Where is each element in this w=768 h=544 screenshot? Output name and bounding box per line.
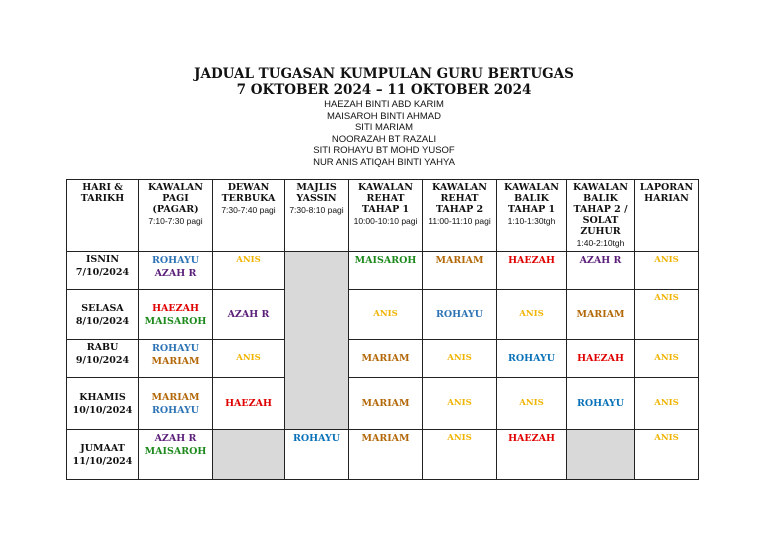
- teacher-name: HAEZAH: [508, 433, 555, 444]
- duty-cell: [423, 252, 497, 290]
- teacher-name: ROHAYU: [151, 255, 200, 266]
- duty-cell: [139, 252, 213, 290]
- column-header-laporan-harian: [635, 180, 699, 252]
- duty-cell: [635, 378, 699, 430]
- teacher-name: MARIAM: [151, 391, 200, 403]
- teacher-name: ANIS: [447, 433, 472, 443]
- duty-cell: [497, 378, 567, 430]
- day-date: 7/10/2024: [75, 267, 130, 278]
- day-cell: [67, 378, 139, 430]
- member-name: SITI ROHAYU BT MOHD YUSOF: [313, 145, 455, 157]
- day-date: 9/10/2024: [75, 355, 130, 366]
- header-line: TAHAP 1: [507, 204, 556, 215]
- teacher-name: ANIS: [373, 309, 398, 319]
- teacher-name: HAEZAH: [152, 302, 199, 314]
- member-name: NOORAZAH BT RAZALI: [331, 133, 437, 145]
- header-line: ZUHUR: [580, 226, 621, 237]
- table-row: [67, 430, 699, 480]
- header-line: LAPORAN: [639, 182, 694, 193]
- teacher-name: ROHAYU: [507, 353, 556, 364]
- duty-cell: [349, 430, 423, 480]
- day-date: 11/10/2024: [72, 455, 133, 467]
- duty-cell: [213, 378, 285, 430]
- page-title: JADUAL TUGASAN KUMPULAN GURU BERTUGAS: [194, 66, 574, 82]
- header-line: HARIAN: [644, 193, 689, 204]
- header-line: BALIK: [583, 193, 618, 204]
- duty-cell: [349, 290, 423, 340]
- duty-cell: [497, 252, 567, 290]
- header-line: KAWALAN: [148, 182, 203, 193]
- header-time: 7:30-7:40 pagi: [221, 205, 276, 215]
- duty-cell: [139, 430, 213, 480]
- header-line: DEWAN: [227, 182, 270, 193]
- teacher-name: ANIS: [654, 255, 679, 265]
- teacher-name: ANIS: [447, 353, 472, 363]
- header-line: TAHAP 1: [361, 204, 410, 215]
- teacher-name: ANIS: [447, 398, 472, 408]
- header-line: PAGI: [162, 193, 189, 204]
- header-line: KAWALAN: [573, 182, 628, 193]
- header-line: MAJLIS: [296, 182, 337, 193]
- teacher-name: ROHAYU: [576, 398, 625, 409]
- day-cell: [67, 252, 139, 290]
- column-header-dewan-terbuka: [213, 180, 285, 252]
- duty-cell: [567, 252, 635, 290]
- teacher-name: ANIS: [654, 293, 679, 303]
- duty-cell: [139, 378, 213, 430]
- teacher-name: ROHAYU: [435, 309, 484, 320]
- teacher-name: ANIS: [654, 398, 679, 408]
- duty-cell: [349, 378, 423, 430]
- header-time: 1:10-1:30tgh: [507, 216, 556, 226]
- duty-cell: [567, 340, 635, 378]
- teacher-name: MARIAM: [361, 433, 410, 444]
- column-header-kawalan-rehat-tahap-2: [423, 180, 497, 252]
- header-line: BALIK: [514, 193, 549, 204]
- duty-cell: [423, 290, 497, 340]
- column-header-kawalan-balik-tahap-1: [497, 180, 567, 252]
- header-line: TAHAP 2: [435, 204, 484, 215]
- day-date: 10/10/2024: [72, 404, 133, 416]
- duty-cell: [213, 340, 285, 378]
- teacher-name: MARIAM: [435, 255, 484, 266]
- header-line: SOLAT: [582, 215, 619, 226]
- member-name: MAISAROH BINTI AHMAD: [326, 110, 441, 122]
- column-header-hari-tarikh: [67, 180, 139, 252]
- duty-cell: [567, 378, 635, 430]
- header-line: HARI &: [82, 182, 123, 193]
- day-name: ISNIN: [85, 254, 120, 265]
- duty-cell: [635, 252, 699, 290]
- duty-cell: [349, 340, 423, 378]
- duty-cell: [497, 340, 567, 378]
- column-header-kawalan-rehat-tahap-1: [349, 180, 423, 252]
- teacher-name: AZAH R: [227, 309, 270, 320]
- empty-shaded-cell: [567, 430, 635, 480]
- member-name: NUR ANIS ATIQAH BINTI YAHYA: [313, 156, 455, 168]
- day-name: KHAMIS: [79, 391, 126, 403]
- day-name: SELASA: [81, 302, 124, 314]
- duty-cell: [567, 290, 635, 340]
- duty-cell: [423, 430, 497, 480]
- header-line: KAWALAN: [358, 182, 413, 193]
- column-header-kawalan-balik-tahap-2-solat-zuhur: [567, 180, 635, 252]
- header-line: YASSIN: [296, 193, 337, 204]
- day-name: JUMAAT: [80, 442, 125, 454]
- teacher-name: ROHAYU: [151, 343, 200, 354]
- header-line: KAWALAN: [504, 182, 559, 193]
- header-line: REHAT: [440, 193, 479, 204]
- table-row: [67, 378, 699, 430]
- column-header-kawalan-pagi-pagar: [139, 180, 213, 252]
- teacher-name: ANIS: [519, 398, 544, 408]
- duty-cell: [423, 340, 497, 378]
- duty-schedule-table: [66, 179, 699, 480]
- teacher-name: MAISAROH: [144, 315, 207, 327]
- header-time: 7:10-7:30 pagi: [148, 216, 203, 226]
- table-row: [67, 252, 699, 290]
- day-date: 8/10/2024: [75, 315, 130, 327]
- teacher-name: ANIS: [519, 309, 544, 319]
- header-time: 1:40-2:10tgh: [576, 238, 625, 248]
- member-list: [0, 99, 768, 169]
- day-cell: [67, 290, 139, 340]
- empty-shaded-cell: [285, 252, 349, 430]
- duty-cell: [349, 252, 423, 290]
- day-cell: [67, 430, 139, 480]
- header-line: TARIKH: [80, 193, 125, 204]
- member-name: SITI MARIAM: [354, 122, 414, 134]
- teacher-name: HAEZAH: [225, 398, 272, 409]
- header-line: TERBUKA: [221, 193, 276, 204]
- teacher-name: MAISAROH: [144, 446, 207, 457]
- table-row: [67, 340, 699, 378]
- duty-cell: [497, 430, 567, 480]
- teacher-name: ANIS: [654, 353, 679, 363]
- teacher-name: ROHAYU: [292, 433, 341, 444]
- duty-cell: [423, 378, 497, 430]
- header-time: 7:30-8:10 pagi: [289, 205, 344, 215]
- table-row: [67, 290, 699, 340]
- duty-cell: [497, 290, 567, 340]
- duty-cell: [139, 290, 213, 340]
- teacher-name: AZAH R: [154, 268, 197, 279]
- duty-cell: [139, 340, 213, 378]
- header-line: TAHAP 2 /: [573, 204, 628, 215]
- teacher-name: MARIAM: [151, 356, 200, 367]
- member-name: HAEZAH BINTI ABD KARIM: [324, 99, 444, 110]
- teacher-name: AZAH R: [579, 255, 622, 266]
- duty-cell: [635, 430, 699, 480]
- teacher-name: MARIAM: [361, 353, 410, 364]
- header-line: (PAGAR): [152, 204, 199, 215]
- teacher-name: MAISAROH: [354, 255, 417, 266]
- header-line: KAWALAN: [432, 182, 487, 193]
- duty-cell: [635, 290, 699, 340]
- duty-cell: [213, 252, 285, 290]
- header-line: REHAT: [366, 193, 405, 204]
- column-header-majlis-yassin: [285, 180, 349, 252]
- duty-cell: [285, 430, 349, 480]
- teacher-name: HAEZAH: [577, 353, 624, 364]
- teacher-name: AZAH R: [154, 433, 197, 444]
- day-cell: [67, 340, 139, 378]
- teacher-name: ANIS: [654, 433, 679, 443]
- teacher-name: MARIAM: [576, 309, 625, 320]
- teacher-name: HAEZAH: [508, 255, 555, 266]
- empty-shaded-cell: [213, 430, 285, 480]
- header-row: [67, 180, 699, 252]
- teacher-name: ROHAYU: [151, 404, 200, 416]
- teacher-name: ANIS: [236, 255, 261, 265]
- date-range-title: 7 OKTOBER 2024 – 11 OKTOBER 2024: [236, 82, 532, 98]
- duty-cell: [635, 340, 699, 378]
- duty-cell: [213, 290, 285, 340]
- teacher-name: MARIAM: [361, 398, 410, 409]
- header-time: 11:00-11:10 pagi: [428, 216, 491, 226]
- day-name: RABU: [86, 342, 119, 353]
- teacher-name: ANIS: [236, 353, 261, 363]
- header-time: 10:00-10:10 pagi: [353, 216, 418, 226]
